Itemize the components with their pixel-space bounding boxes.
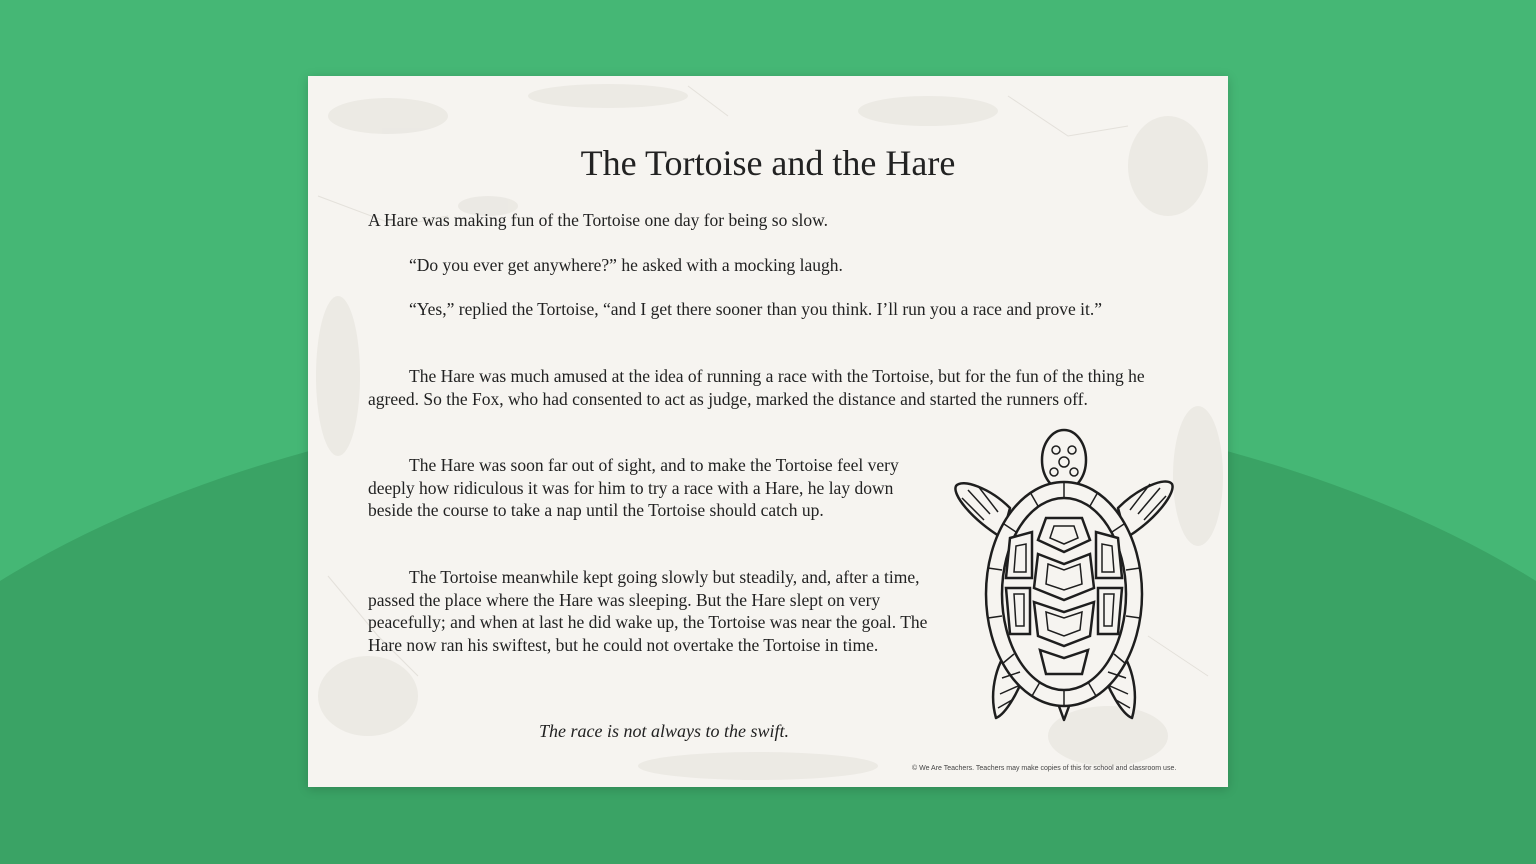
- story-paragraph-1: A Hare was making fun of the Tortoise one day for being so slow.: [368, 210, 828, 230]
- story-paragraph-6: The Tortoise meanwhile kept going slowly but steadily, and, after a time, passed the place where the Hare was sleeping. But the Hare slept on very peacefully; and when at last he did wake up, the Tortoise was near the goal. The Hare now ran his swiftest, but he could not overtake the Tortoise in time.: [368, 567, 928, 655]
- story-paragraph-3: “Yes,” replied the Tortoise, “and I get there sooner than you think. I’ll run you a race and prove it.”: [409, 299, 1103, 319]
- worksheet-page: [308, 76, 1228, 787]
- story-paragraph-5: The Hare was soon far out of sight, and to make the Tortoise feel very deeply how ridiculous it was for him to try a race with a Hare, he lay down beside the course to take a nap until the Tortoise should catch up.: [368, 455, 899, 520]
- turtle-illustration: [950, 428, 1178, 728]
- story-paragraph-2: “Do you ever get anywhere?” he asked with a mocking laugh.: [409, 255, 843, 275]
- story-paragraph-4: The Hare was much amused at the idea of running a race with the Tortoise, but for the fun of the thing he agreed. So the Fox, who had consented to act as judge, marked the distance and started the runners off.: [368, 366, 1145, 409]
- worksheet-title: The Tortoise and the Hare: [580, 143, 956, 183]
- moral-text: The race is not always to the swift.: [539, 721, 789, 741]
- copyright-notice: © We Are Teachers. Teachers may make copies of this for school and classroom use.: [912, 765, 1177, 772]
